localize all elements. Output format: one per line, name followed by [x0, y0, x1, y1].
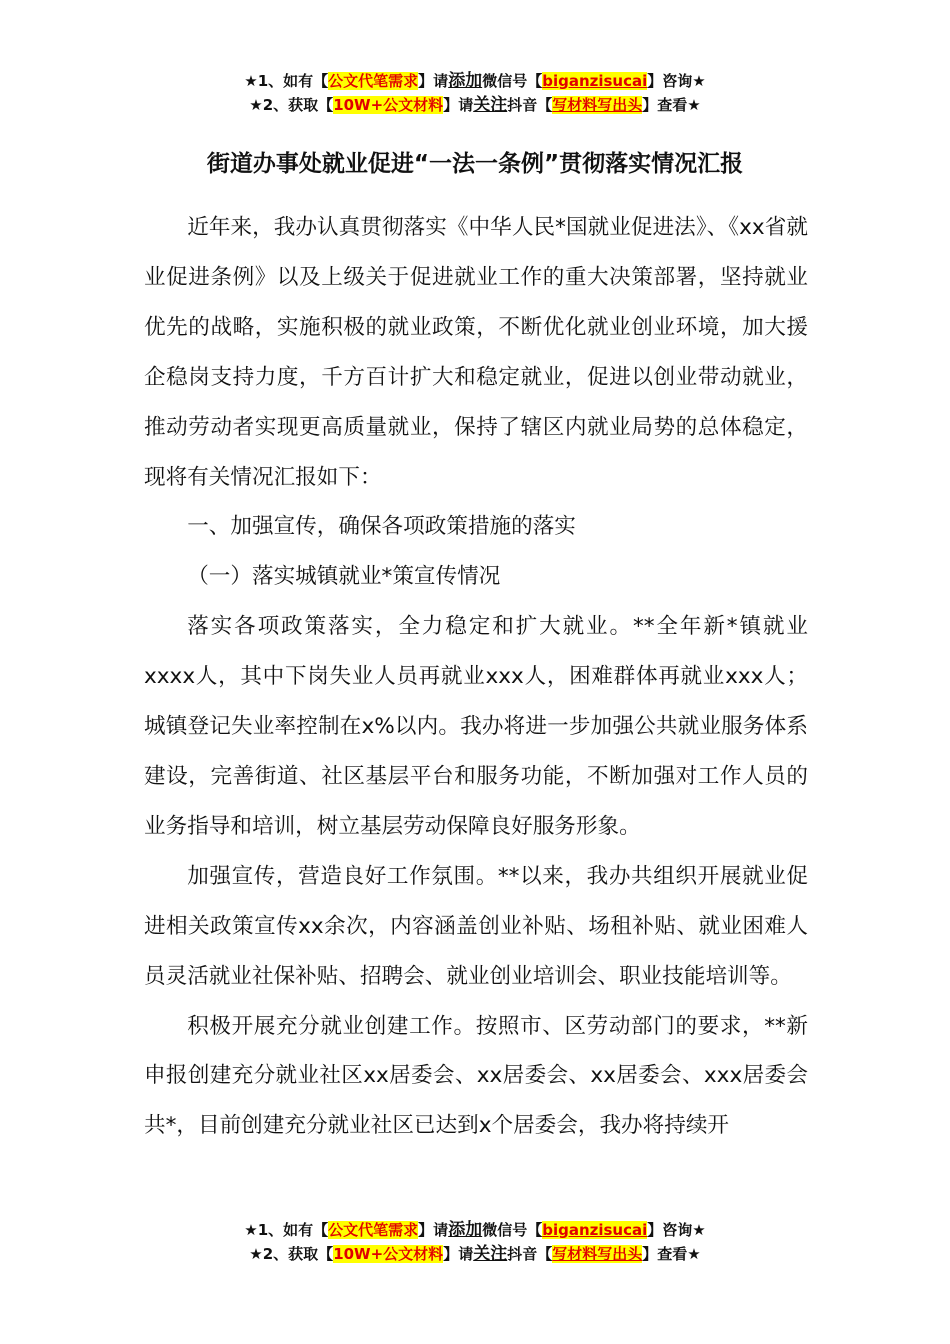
paragraph: 积极开展充分就业创建工作。按照市、区劳动部门的要求，**新申报创建充分就业社区xx居委会、xx居委会、xx居委会、xxx居委会共*，目前创建充分就业社区已达到x个居委会，我办将持续开 [144, 1013, 808, 1139]
promo-header [0, 69, 950, 117]
subsection-heading: （一）落实城镇就业*策宣传情况 [187, 564, 501, 590]
promo-highlight: 公文代笔需求 [328, 1221, 419, 1239]
promo-footer [0, 1218, 950, 1266]
paragraph: 近年来，我办认真贯彻落实《中华人民*国就业促进法》、《xx省就业促进条例》以及上级关于促进就业工作的重大决策部署，坚持就业优先的战略，实施积极的就业政策，不断优化就业创业环境，加大援企稳岗支持力度，千方百计扩大和稳定就业，促进以创业带动就业，推动劳动者实现更高质量就业，保持了辖区内就业局势的总体稳定，现将有关情况汇报如下： [144, 215, 808, 490]
promo-text: ★1、如有【 [244, 72, 329, 90]
promo-emphasis: 添加 [448, 71, 483, 91]
promo-highlight: 公文代笔需求 [328, 72, 419, 90]
promo-text: ★2、获取【 [249, 96, 334, 114]
promo-text: 】请 [443, 96, 474, 114]
promo-text: 】请 [418, 1221, 449, 1239]
promo-wechat-id: biganzisucai [542, 72, 648, 90]
promo-line-1 [0, 1218, 950, 1242]
promo-text: 微信号【 [482, 1221, 543, 1239]
promo-line-1 [0, 69, 950, 93]
promo-emphasis: 关注 [473, 95, 508, 115]
promo-line-2 [0, 93, 950, 117]
promo-text: ★1、如有【 [244, 1221, 329, 1239]
document-title: 街道办事处就业促进“一法一条例”贯彻落实情况汇报 [206, 151, 744, 177]
promo-emphasis: 关注 [473, 1244, 508, 1264]
promo-douyin-name: 写材料写出头 [552, 96, 643, 114]
promo-text: 】咨询★ [647, 1221, 706, 1239]
promo-text: 抖音【 [507, 96, 553, 114]
promo-text: 】查看★ [642, 1245, 701, 1263]
promo-highlight: 10W+公文材料 [333, 1245, 444, 1263]
promo-emphasis: 添加 [448, 1220, 483, 1240]
promo-text: 微信号【 [482, 72, 543, 90]
document-body [144, 203, 808, 1151]
paragraph: 加强宣传，营造良好工作氛围。**以来，我办共组织开展就业促进相关政策宣传xx余次，内容涵盖创业补贴、场租补贴、就业困难人员灵活就业社保补贴、招聘会、就业创业培训会、职业技能培训等。 [144, 863, 808, 989]
promo-text: 抖音【 [507, 1245, 553, 1263]
promo-text: 】请 [443, 1245, 474, 1263]
section-heading: 一、加强宣传，确保各项政策措施的落实 [187, 514, 576, 540]
promo-text: ★2、获取【 [249, 1245, 334, 1263]
promo-douyin-name: 写材料写出头 [552, 1245, 643, 1263]
promo-text: 】查看★ [642, 96, 701, 114]
promo-highlight: 10W+公文材料 [333, 96, 444, 114]
promo-text: 】咨询★ [647, 72, 706, 90]
promo-line-2 [0, 1242, 950, 1266]
promo-wechat-id: biganzisucai [542, 1221, 648, 1239]
promo-text: 】请 [418, 72, 449, 90]
paragraph: 落实各项政策落实，全力稳定和扩大就业。**全年新*镇就业xxxx人，其中下岗失业人员再就业xxx人，困难群体再就业xxx人；城镇登记失业率控制在x%以内。我办将进一步加强公共就业服务体系建设，完善街道、社区基层平台和服务功能，不断加强对工作人员的业务指导和培训，树立基层劳动保障良好服务形象。 [144, 614, 808, 839]
